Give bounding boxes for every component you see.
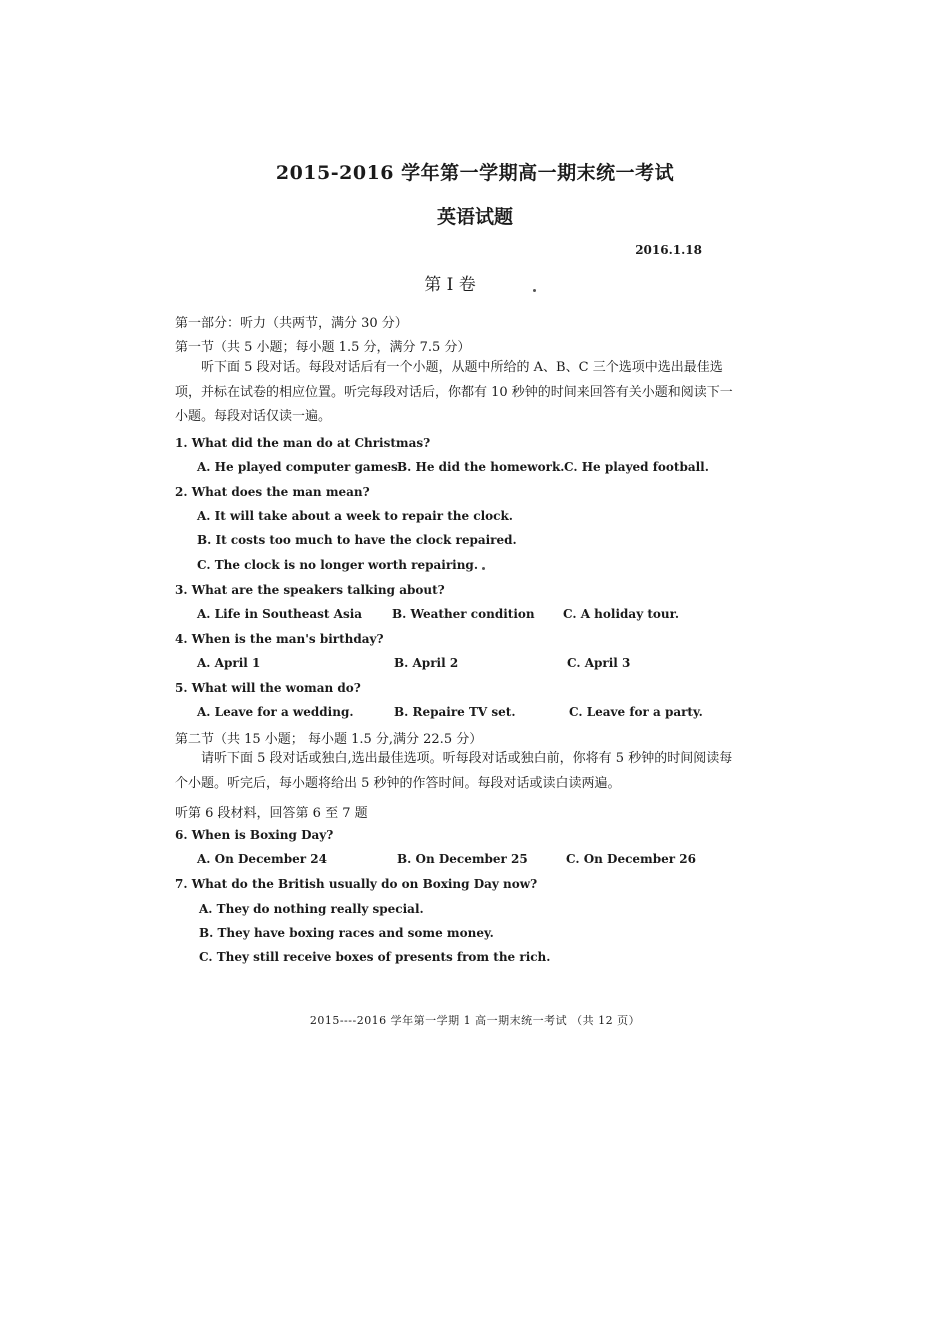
question-5-option-a: A. Leave for a wedding. bbox=[197, 705, 354, 719]
volume-heading: 第 I 卷 bbox=[424, 275, 476, 295]
question-1-option-b: B. He did the homework. bbox=[397, 460, 565, 474]
question-7-option-c: C. They still receive boxes of presents from the rich. bbox=[199, 950, 551, 964]
section1-instructions: 听下面 5 段对话。每段对话后有一个小题，从题中所给的 A、B、C 三个选项中选出最佳选项，并标在试卷的相应位置。听完每段对话后，你都有 10 秒钟的时间来回答有关小题和阅读下一小题。每段对话仅读一遍。 bbox=[175, 360, 733, 424]
section2-instructions: 请听下面 5 段对话或独白,选出最佳选项。听每段对话或独白前，你将有 5 秒钟的时间阅读每个小题。听完后，每小题将给出 5 秒钟的作答时间。每段对话或读白读两遍。 bbox=[175, 751, 733, 791]
question-5-option-c: C. Leave for a party. bbox=[569, 705, 703, 719]
section2-subheading: 听第 6 段材料，回答第 6 至 7 题 bbox=[175, 806, 368, 821]
question-3-option-a: A. Life in Southeast Asia bbox=[197, 607, 363, 621]
question-5: 5. What will the woman do? bbox=[175, 681, 361, 695]
part1-heading: 第一部分：听力（共两节，满分 30 分） bbox=[175, 316, 408, 331]
scan-speck bbox=[533, 289, 536, 292]
page-footer: 2015----2016 学年第一学期 1 高一期末统一考试 （共 12 页） bbox=[309, 1014, 641, 1027]
question-4-option-a: A. April 1 bbox=[197, 656, 261, 670]
question-5-option-b: B. Repaire TV set. bbox=[394, 705, 516, 719]
question-6-option-c: C. On December 26 bbox=[566, 852, 696, 866]
question-4-option-b: B. April 2 bbox=[394, 656, 459, 670]
question-7: 7. What do the British usually do on Boxing Day now? bbox=[175, 877, 538, 891]
question-4: 4. When is the man's birthday? bbox=[175, 632, 384, 646]
question-2-option-c: C. The clock is no longer worth repairing. bbox=[197, 558, 478, 572]
question-3: 3. What are the speakers talking about? bbox=[175, 583, 445, 597]
exam-date: 2016.1.18 bbox=[635, 243, 702, 257]
question-6: 6. When is Boxing Day? bbox=[175, 828, 334, 842]
section2-heading: 第二节（共 15 小题； 每小题 1.5 分,满分 22.5 分） bbox=[175, 732, 483, 747]
question-4-option-c: C. April 3 bbox=[567, 656, 631, 670]
question-1-option-a: A. He played computer games. bbox=[197, 460, 402, 474]
question-1: 1. What did the man do at Christmas? bbox=[175, 436, 431, 450]
exam-title: 2015-2016 学年第一学期高一期末统一考试 bbox=[275, 162, 675, 184]
question-2: 2. What does the man mean? bbox=[175, 485, 370, 499]
question-3-option-c: C. A holiday tour. bbox=[563, 607, 680, 621]
question-3-option-b: B. Weather condition bbox=[392, 607, 535, 621]
question-2-option-a: A. It will take about a week to repair the clock. bbox=[197, 509, 513, 523]
question-2-option-b: B. It costs too much to have the clock repaired. bbox=[197, 533, 517, 547]
question-7-option-a: A. They do nothing really special. bbox=[199, 902, 424, 916]
question-1-option-c: C. He played football. bbox=[564, 460, 709, 474]
question-6-option-a: A. On December 24 bbox=[197, 852, 327, 866]
exam-subtitle: 英语试题 bbox=[436, 206, 513, 228]
question-7-option-b: B. They have boxing races and some money. bbox=[199, 926, 494, 940]
section1-heading: 第一节（共 5 小题；每小题 1.5 分，满分 7.5 分） bbox=[175, 340, 471, 355]
question-6-option-b: B. On December 25 bbox=[397, 852, 528, 866]
scan-speck bbox=[482, 567, 485, 570]
